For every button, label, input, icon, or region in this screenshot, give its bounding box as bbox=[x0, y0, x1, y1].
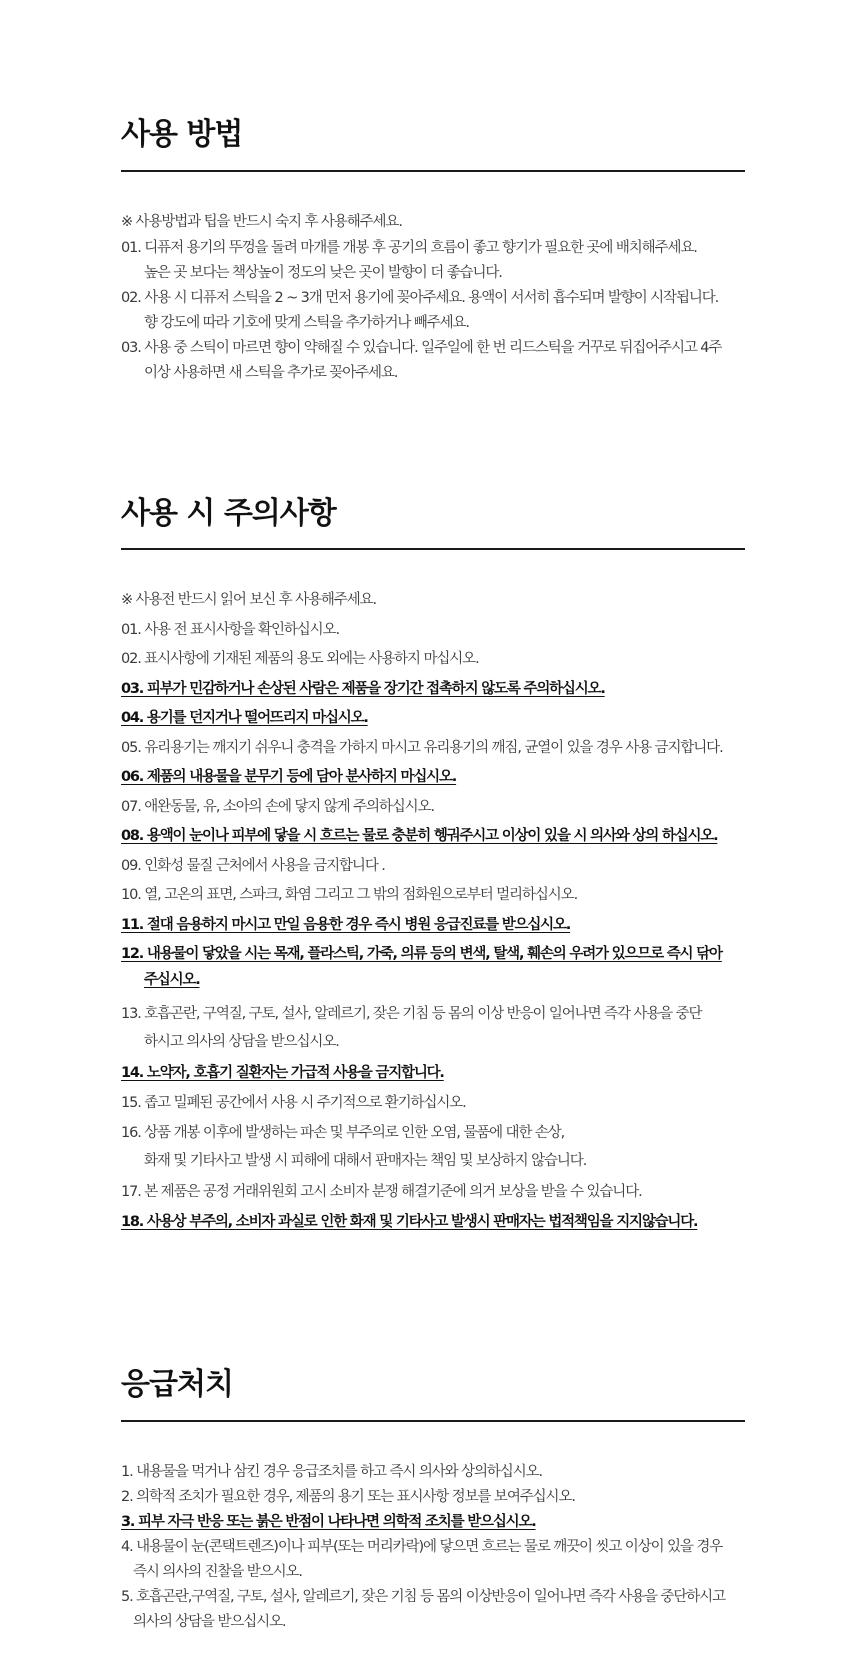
usage-item-2-cont: 향 강도에 따라 기호에 맞게 스틱을 추가하거나 빼주세요. bbox=[144, 315, 469, 331]
usage-title: 사용 방법 bbox=[121, 117, 243, 152]
firstaid-item-4-cont: 즉시 의사의 진찰을 받으시오. bbox=[133, 1564, 302, 1580]
caution-item-13: 13. 호흡곤란, 구역질, 구토, 설사, 알레르기, 잦은 기침 등 몸의 이상 반응이 일어나면 즉각 사용을 중단 bbox=[121, 1006, 702, 1022]
caution-item-18: 18. 사용상 부주의, 소비자 과실로 인한 화재 및 기타사고 발생시 판매자는 법적책임을 지지않습니다. bbox=[121, 1214, 698, 1230]
caution-item-12: 12. 내용물이 닿았을 시는 목재, 플라스틱, 가죽, 의류 등의 변색, 탈색, 훼손의 우려가 있으므로 즉시 닦아 bbox=[121, 946, 722, 962]
firstaid-item-3: 3. 피부 자극 반응 또는 붉은 반점이 나타나면 의학적 조치를 받으십시오. bbox=[121, 1514, 536, 1530]
firstaid-item-5: 5. 호흡곤란,구역질, 구토, 설사, 알레르기, 잦은 기침 등 몸의 이상반응이 일어나면 즉각 사용을 중단하시고 bbox=[121, 1589, 725, 1605]
usage-item-3: 03. 사용 중 스틱이 마르면 향이 약해질 수 있습니다. 일주일에 한 번 리드스틱을 거꾸로 뒤집어주시고 4주 bbox=[121, 340, 722, 356]
caution-item-12-cont: 주십시오. bbox=[144, 972, 200, 988]
firstaid-item-4: 4. 내용물이 눈(콘택트렌즈)이나 피부(또는 머리카락)에 닿으면 흐르는 물로 깨끗이 씻고 이상이 있을 경우 bbox=[121, 1539, 723, 1555]
caution-item-01: 01. 사용 전 표시사항을 확인하십시오. bbox=[121, 622, 340, 638]
caution-item-17: 17. 본 제품은 공정 거래위원회 고시 소비자 분쟁 해결기준에 의거 보상을 받을 수 있습니다. bbox=[121, 1184, 642, 1200]
caution-item-04: 04. 용기를 던지거나 떨어뜨리지 마십시오. bbox=[121, 710, 368, 726]
firstaid-item-2: 2. 의학적 조치가 필요한 경우, 제품의 용기 또는 표시사항 정보를 보여주십시오. bbox=[121, 1489, 575, 1505]
caution-item-16: 16. 상품 개봉 이후에 발생하는 파손 및 부주의로 인한 오염, 물품에 대한 손상, bbox=[121, 1125, 565, 1141]
caution-item-07: 07. 애완동물, 유, 소아의 손에 닿지 않게 주의하십시오. bbox=[121, 799, 434, 815]
caution-item-09: 09. 인화성 물질 근처에서 사용을 금지합니다 . bbox=[121, 858, 385, 874]
firstaid-item-1: 1. 내용물을 먹거나 삼킨 경우 응급조치를 하고 즉시 의사와 상의하십시오. bbox=[121, 1464, 543, 1480]
caution-item-10: 10. 열, 고온의 표면, 스파크, 화염 그리고 그 밖의 점화원으로부터 멀리하십시오. bbox=[121, 887, 578, 903]
caution-note: ※ 사용전 반드시 읽어 보신 후 사용해주세요. bbox=[121, 592, 377, 608]
caution-item-08: 08. 용액이 눈이나 피부에 닿을 시 흐르는 물로 충분히 헹궈주시고 이상이 있을 시 의사와 상의 하십시오. bbox=[121, 828, 718, 844]
usage-divider bbox=[121, 170, 745, 172]
usage-item-3-cont: 이상 사용하면 새 스틱을 추가로 꽂아주세요. bbox=[144, 365, 398, 381]
caution-item-15: 15. 좁고 밀폐된 공간에서 사용 시 주기적으로 환기하십시오. bbox=[121, 1095, 466, 1111]
caution-item-03: 03. 피부가 민감하거나 손상된 사람은 제품을 장기간 접촉하지 않도록 주의하십시오. bbox=[121, 681, 605, 697]
caution-item-11: 11. 절대 음용하지 마시고 만일 음용한 경우 즉시 병원 응급진료를 받으십시오. bbox=[121, 917, 571, 933]
caution-item-05: 05. 유리용기는 깨지기 쉬우니 충격을 가하지 마시고 유리용기의 깨짐, 균열이 있을 경우 사용 금지합니다. bbox=[121, 740, 723, 756]
firstaid-divider bbox=[121, 1420, 745, 1422]
usage-note: ※ 사용방법과 팁을 반드시 숙지 후 사용해주세요. bbox=[121, 214, 402, 230]
firstaid-item-5-cont: 의사의 상담을 받으십시오. bbox=[133, 1614, 286, 1630]
caution-item-02: 02. 표시사항에 기재된 제품의 용도 외에는 사용하지 마십시오. bbox=[121, 651, 479, 667]
caution-item-13-cont: 하시고 의사의 상담을 받으십시오. bbox=[144, 1034, 339, 1050]
caution-item-06: 06. 제품의 내용물을 분무기 등에 담아 분사하지 마십시오. bbox=[121, 769, 457, 785]
usage-item-1-cont: 높은 곳 보다는 책상높이 정도의 낮은 곳이 발향이 더 좋습니다. bbox=[144, 265, 502, 281]
caution-item-14: 14. 노약자, 호흡기 질환자는 가급적 사용을 금지합니다. bbox=[121, 1065, 444, 1081]
caution-divider bbox=[121, 548, 745, 550]
caution-title: 사용 시 주의사항 bbox=[121, 496, 336, 531]
caution-item-16-cont: 화재 및 기타사고 발생 시 피해에 대해서 판매자는 책임 및 보상하지 않습니다. bbox=[144, 1153, 587, 1169]
usage-item-2: 02. 사용 시 디퓨저 스틱을 2 ~ 3개 먼저 용기에 꽂아주세요. 용액이 서서히 흡수되며 발향이 시작됩니다. bbox=[121, 290, 719, 306]
usage-item-1: 01. 디퓨저 용기의 뚜껑을 돌려 마개를 개봉 후 공기의 흐름이 좋고 향기가 필요한 곳에 배치해주세요. bbox=[121, 240, 697, 256]
firstaid-title: 응급처치 bbox=[121, 1367, 233, 1402]
